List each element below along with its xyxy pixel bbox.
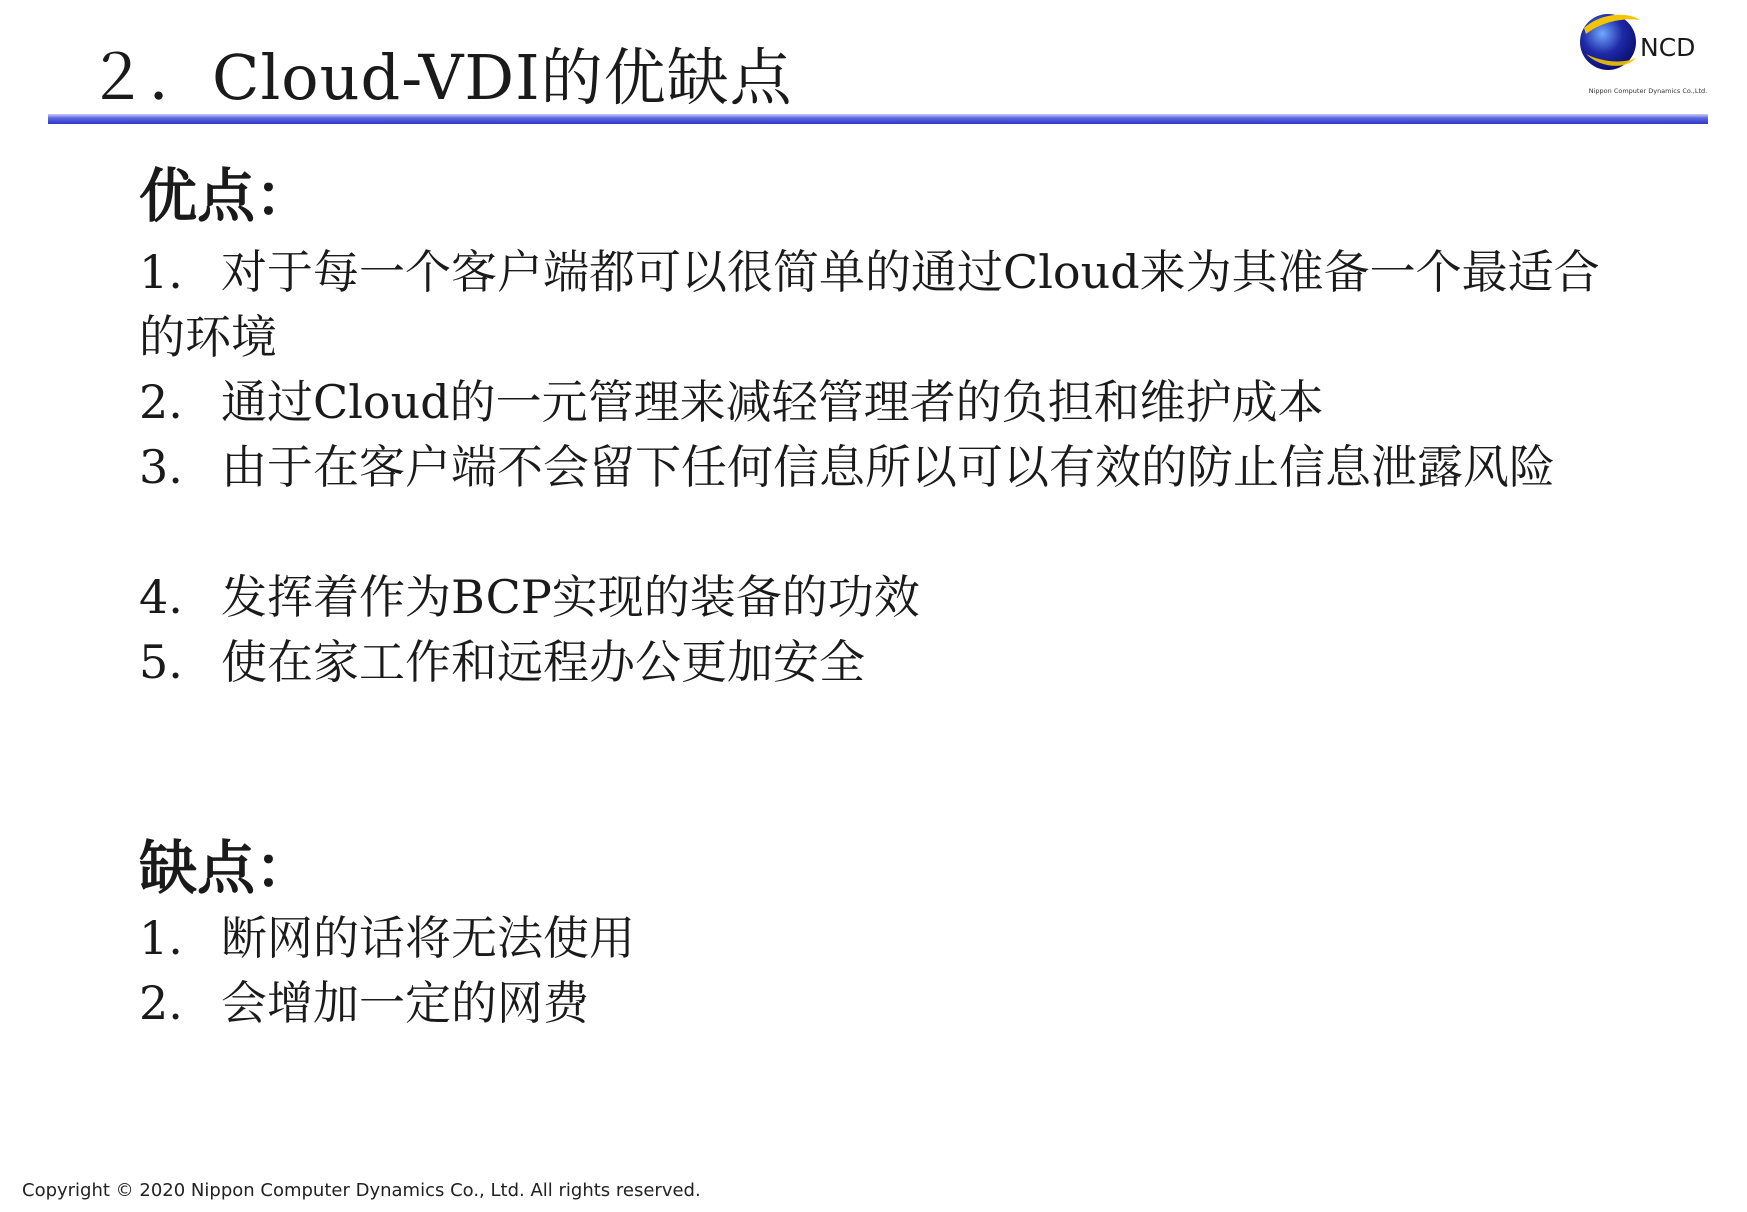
cons-heading: 缺点： xyxy=(139,834,314,902)
pros-list-item xyxy=(139,435,1639,500)
pros-list-item xyxy=(139,630,1639,695)
item-text: 发挥着作为BCP实现的装备的功效 xyxy=(221,570,920,624)
item-number: 1. xyxy=(139,245,183,299)
pros-list-item xyxy=(139,565,1639,630)
item-text: 对于每一个客户端都可以很简单的通过Cloud来为其准备一个最适合的环境 xyxy=(139,245,1600,364)
title-divider xyxy=(48,114,1708,124)
logo-company-name: Nippon Computer Dynamics Co.,Ltd. xyxy=(1588,87,1708,95)
item-text: 通过Cloud的一元管理来减轻管理者的负担和维护成本 xyxy=(221,375,1324,429)
logo-mark: NCD xyxy=(1640,33,1696,62)
pros-heading: 优点： xyxy=(139,162,314,230)
item-number: 1. xyxy=(139,911,183,965)
item-number: 3. xyxy=(139,440,183,494)
slide-title: ２．Cloud-VDI的优缺点 xyxy=(86,41,793,114)
cons-list-item xyxy=(139,971,1639,1036)
item-number: 2. xyxy=(139,976,183,1030)
item-number: 5. xyxy=(139,635,183,689)
item-number: 2. xyxy=(139,375,183,429)
copyright-footer: Copyright © 2020 Nippon Computer Dynamics Co., Ltd. All rights reserved. xyxy=(22,1180,701,1201)
item-text: 使在家工作和远程办公更加安全 xyxy=(221,635,865,689)
pros-list-item xyxy=(139,240,1639,370)
item-text: 断网的话将无法使用 xyxy=(221,911,635,965)
cons-list-item xyxy=(139,906,1639,971)
ncd-logo xyxy=(1574,6,1724,98)
item-number: 4. xyxy=(139,570,183,624)
item-text: 会增加一定的网费 xyxy=(221,976,589,1030)
item-text: 由于在客户端不会留下任何信息所以可以有效的防止信息泄露风险 xyxy=(221,440,1555,494)
pros-list-item xyxy=(139,370,1639,435)
